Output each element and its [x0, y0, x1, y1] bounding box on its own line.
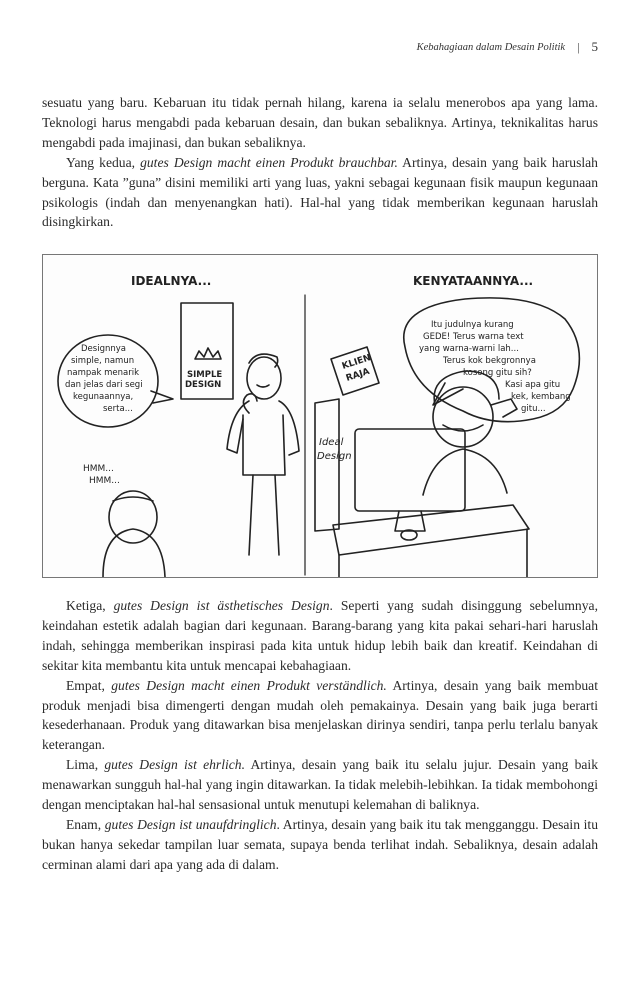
- screen-line-1: Ideal: [319, 437, 344, 448]
- left-bubble-line-5: kegunaannya,: [73, 392, 134, 402]
- left-bubble-line-2: simple, namun: [71, 356, 135, 366]
- caption-ideal: IDEALNYA...: [131, 274, 212, 288]
- paragraph-1: sesuatu yang baru. Kebaruan itu tidak pernah hilang, karena ia selalu menerobos apa yang lama. Teknologi harus mengabdi pada kebaruan desain, dan bukan sebaliknya. Artinya, teknikalitas harus mengabdi pada imajinasi, dan bukan sebaliknya.: [42, 95, 598, 150]
- left-bubble-line-3: nampak menarik: [67, 368, 139, 378]
- right-bubble-line-2: GEDE! Terus warna text: [423, 332, 524, 342]
- hmm-line-1: HMM...: [83, 464, 114, 474]
- left-bubble-text: [65, 344, 143, 414]
- poster-line-1: SIMPLE: [187, 370, 223, 380]
- p5-rest: Artinya, desain yang baik itu selalu jujur. Desain yang baik menawarkan sungguh hal-hal yang ingin ditawarkan. Ia tidak melebih-lebihkan. Ia tidak membohongi dengan menciptakan hal-hal sensasional untuk menutupi kelemahan di baliknya.: [42, 757, 598, 813]
- left-bubble-line-4: dan jelas dari segi: [65, 380, 143, 390]
- right-bubble-line-8: gitu...: [521, 404, 546, 414]
- screen-line-2: Design: [317, 451, 352, 462]
- paragraph-5: [42, 755, 598, 815]
- page-number: 5: [591, 39, 598, 54]
- p5-term: gutes Design ist ehrlich.: [104, 757, 245, 773]
- p2-lead: Yang kedua,: [66, 154, 141, 170]
- p6-term: gutes Design ist unaufdringlich: [104, 816, 277, 832]
- p6-lead: Enam,: [66, 816, 105, 832]
- right-bubble-line-7: kek, kembang: [511, 392, 571, 402]
- right-bubble-line-1: Itu judulnya kurang: [431, 320, 514, 330]
- right-bubble-line-5: kosong gitu sih?: [463, 368, 532, 378]
- right-bubble-line-4: Terus kok bekgronnya: [443, 356, 536, 366]
- left-bubble-line-6: serta...: [103, 404, 133, 414]
- right-bubble-line-6: Kasi apa gitu: [505, 380, 561, 390]
- p4-lead: Empat,: [66, 677, 112, 693]
- running-header: [42, 38, 598, 56]
- header-separator: |: [577, 39, 580, 54]
- left-bubble-line-1: Designnya: [81, 344, 126, 354]
- p5-lead: Lima,: [66, 757, 105, 773]
- p4-term: gutes Design macht einen Produkt verständlich.: [111, 677, 387, 693]
- header-title: Kebahagiaan dalam Desain Politik: [416, 41, 566, 53]
- p2-rest: Artinya, desain yang baik haruslah berguna. Kata ”guna” disini memiliki arti yang luas, yakni sebagai kegunaan fisik maupun kegunaan psikologis (indah dan menyenangkan hati). Hal-hal yang tidak memberikan kegunaan haruslah disingkirkan.: [42, 154, 598, 230]
- caption-reality: KENYATAANNYA...: [413, 274, 534, 288]
- p6-rest: . Artinya, desain yang baik itu tak mengganggu. Desain itu bukan hanya sekedar tampilan luar semata, supaya benda terlihat indah. Sebaliknya, desain adalah cerminan alami dari apa yang ada di dalam.: [42, 816, 598, 872]
- board-line-2: RAJA: [344, 366, 371, 384]
- poster-line-2: DESIGN: [185, 380, 222, 390]
- board-line-1: KLIEN: [340, 353, 373, 372]
- paragraph-6: [42, 815, 598, 875]
- cartoon-drawing: [43, 255, 597, 577]
- p4-rest: Artinya, desain yang baik membuat produk menjadi bisa dimengerti dengan mudah oleh pemakainya. Desain yang baik juga berarti kesederhanaan. Produk yang ditawarkan bisa menjelaskan dirinya sendiri, tanpa perlu terlalu banyak keterangan.: [42, 677, 598, 753]
- p3-term: gutes Design ist ästhetisches Design: [113, 598, 330, 613]
- p3-lead: Ketiga,: [66, 598, 114, 613]
- cartoon-illustration: [42, 254, 598, 578]
- p3-rest: . Seperti yang sudah disinggung sebelumnya, keindahan estetik adalah bagian dari kegunaan. Barang-barang yang kita pakai sehari-hari haruslah indah, sehingga memberikan inspirasi pada kita untuk hidup lebih baik dan kreatif. Keindahan di sekitar kita membantu kita untuk mencapai kebahagiaan.: [42, 598, 598, 673]
- paragraph-3: [42, 596, 598, 676]
- paragraph-2: [42, 153, 598, 233]
- p2-term: gutes Design macht einen Produkt brauchbar.: [140, 154, 398, 170]
- bottom-text-block: [42, 596, 598, 875]
- top-text-block: [42, 93, 598, 232]
- right-bubble-line-3: yang warna-warni lah...: [419, 344, 519, 354]
- hmm-line-2: HMM...: [89, 476, 120, 486]
- paragraph-4: [42, 676, 598, 756]
